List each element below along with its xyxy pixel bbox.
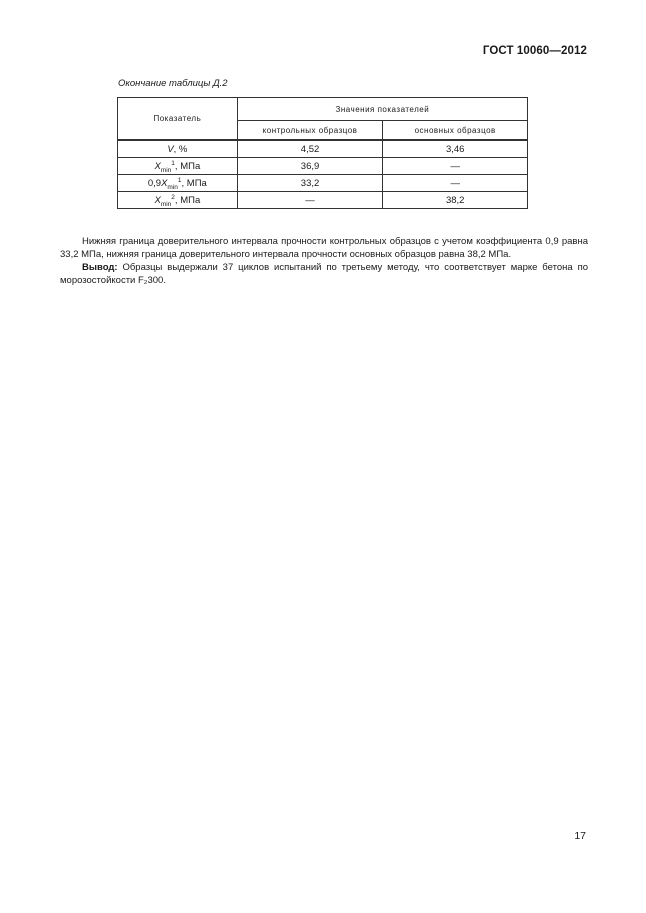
body-text bbox=[60, 235, 588, 287]
col-header-control: контрольных образцов bbox=[237, 121, 383, 141]
col-header-main: основных образцов bbox=[383, 121, 528, 141]
table-row bbox=[118, 192, 528, 209]
control-value-cell: 33,2 bbox=[237, 175, 383, 192]
main-value-cell: 38,2 bbox=[383, 192, 528, 209]
table-row bbox=[118, 175, 528, 192]
table-row bbox=[118, 140, 528, 158]
indicator-cell: $0,9X_{min}^1$, МПа bbox=[118, 175, 238, 192]
indicator-cell: $X_{min}^1$, МПа bbox=[118, 158, 238, 175]
indicators-table bbox=[117, 97, 528, 209]
col-header-values: Значения показателей bbox=[237, 98, 527, 121]
indicator-cell: V, % bbox=[118, 140, 238, 158]
col-header-indicator: Показатель bbox=[118, 98, 238, 141]
conclusion-label: Вывод: bbox=[82, 262, 118, 273]
page-number: 17 bbox=[574, 830, 586, 842]
control-value-cell: 4,52 bbox=[237, 140, 383, 158]
paragraph-conclusion bbox=[60, 261, 588, 287]
indicator-cell: $X_{min}^2$, МПа bbox=[118, 192, 238, 209]
table-row bbox=[118, 158, 528, 175]
main-value-cell: — bbox=[383, 158, 528, 175]
standard-designation: ГОСТ 10060—2012 bbox=[482, 45, 587, 57]
main-value-cell: — bbox=[383, 175, 528, 192]
main-value-cell: 3,46 bbox=[383, 140, 528, 158]
control-value-cell: 36,9 bbox=[237, 158, 383, 175]
paragraph-confidence-interval: Нижняя граница доверительного интервала прочности контрольных образцов с учетом коэффициента 0,9 равна 33,2 МПа, нижняя граница доверительного интервала прочности основных образцов равна 38,2 МПа. bbox=[60, 236, 588, 260]
conclusion-text: Образцы выдержали 37 циклов испытаний по третьему методу, что соответствует марке бетона по морозостойкости F₂300. bbox=[60, 262, 588, 286]
control-value-cell: — bbox=[237, 192, 383, 209]
table-caption: Окончание таблицы Д.2 bbox=[118, 78, 228, 89]
